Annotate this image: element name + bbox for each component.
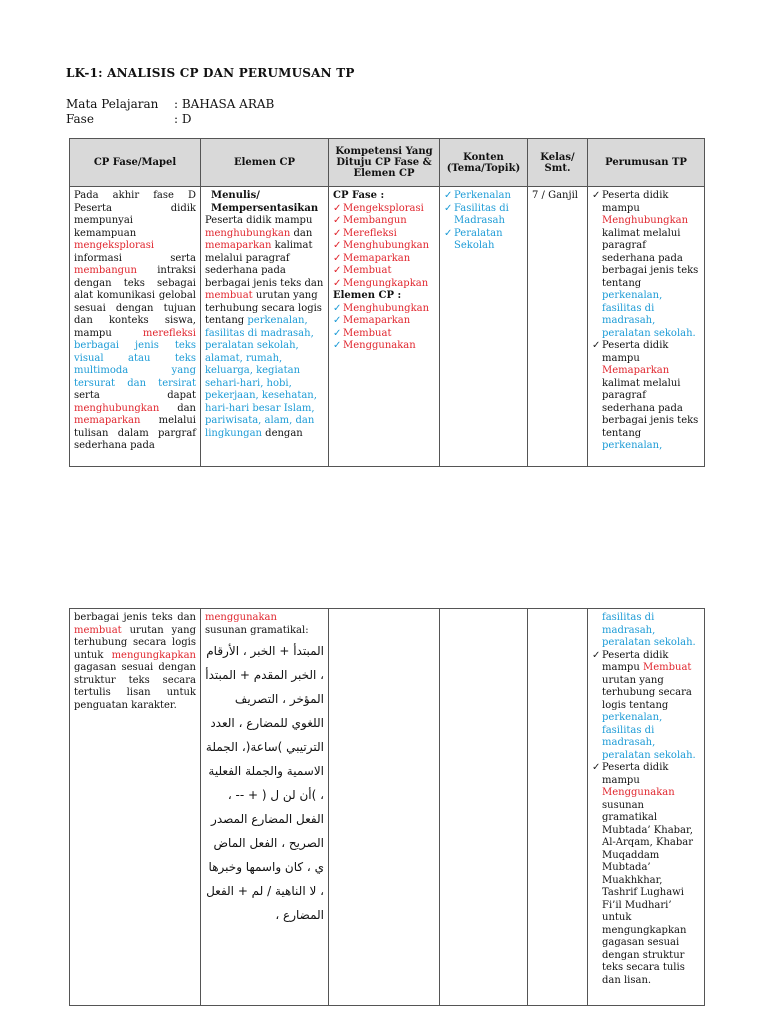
cp-topic: berbagai jenis teks visual atau teks multimoda yang tersurat dan tersirat — [74, 340, 196, 389]
header-cp: CP Fase/Mapel — [70, 139, 201, 187]
kelas-cell — [528, 187, 588, 467]
elemen-text: susunan gramatikal: — [205, 624, 309, 636]
document-title: LK-1: ANALISIS CP DAN PERUMUSAN TP — [66, 66, 355, 80]
phase-line — [66, 112, 191, 126]
list-item: ✓ Merefleksi — [333, 228, 435, 241]
list-item: ✓ Membuat — [333, 328, 435, 341]
header-tp: Perumusan TP — [588, 139, 705, 187]
header-elemen: Elemen CP — [201, 139, 329, 187]
elemen-cell — [201, 187, 329, 467]
cp-text: informasi serta — [74, 252, 196, 264]
tp-list — [592, 190, 700, 453]
elemen-keyword: memaparkan — [205, 240, 272, 251]
header-row — [70, 139, 705, 187]
cp-text: Pada akhir fase D Peserta didik mempunyai kemampuan — [74, 190, 196, 239]
header-kompetensi: Kompetensi Yang Dituju CP Fase & Elemen CP — [329, 139, 440, 187]
cp-keyword: menghubungkan — [74, 402, 160, 414]
elemen-text: dan — [293, 227, 313, 239]
cp-cell — [70, 609, 201, 1006]
arabic-grammar-text: المبتدأ + الخبر ، الأرقام ، الخبر المقدم + المبتدأ المؤخر ، التصريف اللغوي للمضارع ، العدد الترتيبي )ساعة(، الجملة الاسمية والجملة الفعلية ، )أن لن ل ( + -- ، الفعل المضارع المصدر الصريح ، الفعل الماض ي ، كان واسمها وخبرها ، لا الناهية / لم + الفعل المضارع ، — [205, 644, 324, 922]
elemen-cp-list — [333, 303, 435, 353]
list-item: ✓ Menghubungkan — [333, 303, 435, 316]
tp-verb: Membuat — [642, 662, 692, 673]
cp-text: urutan yang terhubung secara logis untuk — [74, 624, 196, 661]
list-item: ✓ Mengungkapkan — [333, 278, 435, 291]
tp-text: Peserta didik mampu — [602, 649, 669, 673]
elemen-text: urutan yang terhubung secara logis tentang — [205, 290, 322, 326]
list-item — [592, 650, 700, 763]
list-item: ✓ Fasilitas di Madrasah — [444, 203, 523, 228]
list-item: ✓ Mengeksplorasi — [333, 203, 435, 216]
tp-text: susunan gramatikal Mubtada’ Khabar, Al-Arqam, Khabar Muqaddam Mubtada’ Muakhkhar, Tashrif Lughawi Fi’il Mudhari’ untuk mengungkapkan gagasan sesuai dengan struktur teks secara tulis dan lisan. — [602, 799, 694, 986]
elemen-text: kalimat melalui paragraf sederhana pada berbagai jenis teks dan — [205, 240, 324, 289]
kompetensi-cell — [329, 609, 440, 1006]
kelas-value: 7 / Ganjil — [532, 190, 578, 201]
elemen-topics: perkenalan, fasilitas di madrasah, peralatan sekolah, alamat, rumah, keluarga, kegiatan sehari-hari, hobi, pekerjaan, kesehatan, hari-hari besar Islam, pariwisata, alam, dan lingkungan — [205, 315, 317, 439]
tp-text: Peserta didik mampu — [602, 762, 669, 786]
kelas-cell — [528, 609, 588, 1006]
tp-continuation: fasilitas di madrasah, peralatan sekolah. — [602, 612, 696, 648]
list-item — [592, 762, 700, 987]
cp-keyword: membuat — [74, 624, 122, 636]
cp-keyword: membangun — [74, 265, 137, 276]
elemen-keyword: menggunakan — [205, 612, 277, 623]
cp-keyword: mengungkapkan — [111, 649, 196, 661]
header-kelas: Kelas/ Smt. — [528, 139, 588, 187]
analysis-table-part-2 — [69, 608, 705, 1006]
cp-keyword: merefleksi — [142, 327, 196, 339]
list-item: ✓ Memaparkan — [333, 253, 435, 266]
cp-text: serta dapat — [74, 390, 196, 401]
cp-text: melalui tulisan dalam pargraf sederhana pada — [74, 415, 196, 451]
list-item: ✓ Peralatan Sekolah — [444, 228, 523, 253]
cp-fase-heading: CP Fase : — [333, 190, 385, 201]
tp-topic: perkenalan, fasilitas di madrasah, peralatan sekolah. — [602, 712, 696, 761]
elemen-keyword: membuat — [205, 290, 253, 301]
list-item: ✓ Menggunakan — [333, 340, 435, 353]
list-item: ✓ Perkenalan — [444, 190, 523, 203]
elemen-text: Peserta didik mampu — [205, 215, 313, 226]
tp-topic: perkenalan, — [602, 440, 663, 451]
cp-keyword: memaparkan — [74, 415, 141, 426]
list-item: ✓ Membangun — [333, 215, 435, 228]
tp-verb: Menggunakan — [602, 787, 675, 798]
kompetensi-cell — [329, 187, 440, 467]
list-item: ✓ Menghubungkan — [333, 240, 435, 253]
list-item: ✓ Memaparkan — [333, 315, 435, 328]
cp-text: berbagai jenis teks dan — [74, 612, 196, 623]
elemen-cp-heading: Elemen CP : — [333, 290, 402, 301]
cp-fase-list — [333, 203, 435, 291]
tp-verb: Memaparkan — [602, 365, 670, 376]
tp-text: kalimat melalui paragraf sederhana pada berbagai jenis teks tentang — [602, 377, 699, 439]
subject-line — [66, 97, 274, 111]
tp-text: Peserta didik mampu — [602, 340, 669, 364]
table-row — [70, 609, 705, 1006]
phase-value: : D — [174, 112, 192, 126]
tp-verb: Menghubungkan — [602, 215, 689, 226]
cp-keyword: mengeksplorasi — [74, 240, 155, 251]
elemen-cell — [201, 609, 329, 1006]
konten-list — [444, 190, 523, 253]
tp-topic: perkenalan, fasilitas di madrasah, peralatan sekolah. — [602, 290, 696, 339]
tp-cell — [588, 609, 705, 1006]
table-row — [70, 187, 705, 467]
cp-cell — [70, 187, 201, 467]
phase-label: Fase — [66, 112, 94, 126]
tp-list — [592, 650, 700, 988]
analysis-table-part-1 — [69, 138, 705, 467]
elemen-heading: Menulis/ Mempersentasikan — [211, 190, 319, 214]
header-konten: Konten (Tema/Topik) — [440, 139, 528, 187]
list-item — [592, 190, 700, 340]
subject-value: : BAHASA ARAB — [174, 97, 275, 111]
list-item — [592, 340, 700, 453]
tp-text: urutan yang terhubung secara logis tentang — [602, 674, 692, 711]
konten-cell — [440, 609, 528, 1006]
tp-cell — [588, 187, 705, 467]
tp-text: kalimat melalui paragraf sederhana pada berbagai jenis teks tentang — [602, 227, 699, 289]
konten-cell — [440, 187, 528, 467]
list-item: ✓ Membuat — [333, 265, 435, 278]
cp-text: intraksi dengan teks sebagai alat komunikasi gelobal sesuai dengan tujuan dan konteks siswa, mampu — [74, 265, 196, 339]
elemen-keyword: menghubungkan — [205, 227, 291, 239]
cp-text: gagasan sesuai dengan struktur teks secara tertulis lisan untuk penguatan karakter. — [74, 662, 196, 711]
elemen-text: dengan — [265, 427, 303, 439]
cp-text: dan — [177, 402, 196, 414]
subject-label: Mata Pelajaran — [66, 97, 159, 111]
tp-text: Peserta didik mampu — [602, 190, 669, 214]
